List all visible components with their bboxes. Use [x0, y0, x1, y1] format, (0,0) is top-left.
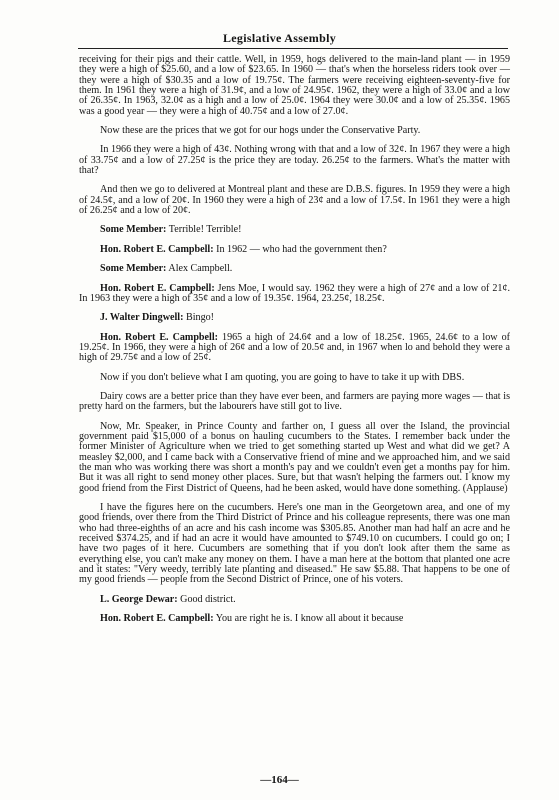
- paragraph: [79, 422, 510, 494]
- speaker-label: Hon. Robert E. Campbell:: [100, 613, 214, 625]
- paragraph: [79, 284, 510, 305]
- paragraph: [79, 503, 510, 586]
- speaker-label: Hon. Robert E. Campbell:: [100, 243, 214, 255]
- paragraph: [79, 614, 510, 624]
- speaker-label: Hon. Robert E. Campbell:: [100, 282, 215, 294]
- paragraph: [79, 225, 510, 235]
- body-text: [79, 55, 510, 633]
- paragraph-text: Now these are the prices that we got for our hogs under the Conservative Party.: [100, 125, 421, 137]
- paragraph-text: receiving for their pigs and their cattle. Well, in 1959, hogs delivered to the main-land plant — in 1959 they were a high of $25.60, and a low of $23.65. In 1960 — that's when the horseless riders took over — they were a high of $30.35 and a low of 19.75¢. The farmers were receiving eighteen-seventy-five for them. In 1961 they were a high of 31.9¢, and a low of 24.95¢. 1962, they were a high of 33.0¢ and a low of 26.35¢. In 1963, 32.0¢ as a high and a low of 25.0¢. 1964 they were 30.0¢ and a low of 25.35¢. 1965 was a good year — they were a high of 40.75¢ and a low of 27.0¢.: [79, 54, 510, 117]
- speaker-label: L. George Dewar:: [100, 593, 178, 605]
- header-rule: [78, 48, 508, 49]
- paragraph-text: Now if you don't believe what I am quoting, you are going to have to take it up with DBS.: [100, 371, 465, 383]
- paragraph-text: Alex Campbell.: [168, 263, 233, 275]
- paragraph: [79, 333, 510, 364]
- paragraph: [79, 264, 510, 274]
- speaker-label: Some Member:: [100, 263, 167, 275]
- paragraph-text: In 1962 — who had the government then?: [216, 243, 387, 255]
- paragraph: [79, 126, 510, 136]
- paragraph-text: Dairy cows are a better price than they have ever been, and farmers are paying more wages — that is pretty hard on the farmers, but the labourers have still got to live.: [79, 390, 510, 413]
- paragraph-text: You are right he is. I know all about it because: [215, 613, 404, 625]
- speaker-label: Some Member:: [100, 224, 167, 236]
- paragraph: [79, 313, 510, 323]
- paragraph: [79, 373, 510, 383]
- paragraph: [79, 145, 510, 176]
- running-header: Legislative Assembly: [223, 31, 336, 45]
- paragraph-text: In 1966 they were a high of 43¢. Nothing wrong with that and a low of 32¢. In 1967 they were a high of 33.75¢ and a low of 27.25¢ is the price they are today. 26.25¢ to the farmers. What's the matter with that?: [79, 144, 510, 177]
- paragraph: [79, 185, 510, 216]
- paragraph: [79, 245, 510, 255]
- speaker-label: J. Walter Dingwell:: [100, 312, 184, 324]
- paragraph-text: 1965 a high of 24.6¢ and a low of 18.25¢. 1965, 24.6¢ to a low of 19.25¢. In 1966, they were a high of 26¢ and a low of 20.5¢ and, in 1967 when lo and behold they were a high of 29.75¢ and a low of 25¢.: [79, 331, 510, 364]
- paragraph-text: And then we go to delivered at Montreal plant and these are D.B.S. figures. In 1959 they were a high of 24.5¢, and a low of 20¢. In 1960 they were a high of 23¢ and a low of 17.5¢. In 1961 they were a high of 26.25¢ and a low of 20¢.: [79, 184, 510, 217]
- speaker-label: Hon. Robert E. Campbell:: [100, 331, 218, 343]
- paragraph: [79, 55, 510, 117]
- page-number: —164—: [260, 774, 299, 786]
- paragraph-text: Terrible! Terrible!: [168, 224, 242, 236]
- paragraph-text: I have the figures here on the cucumbers. Here's one man in the Georgetown area, and one of my good friends, over there from the Third District of Prince and his colleague represents, there was one man who had three-eighths of an acre and his cash income was $305.85. Another man had half an acre and he received $374.25, and if had an acre it would have amounted to $749.10 on cucumbers. I could go on; I have two pages of it here. Cucumbers are something that if you don't look after them the same as everything else, you can't make any money on them. I have a man here at the bottom that planted one acre and it states: "Very weedy, terribly late planting and diseased." He saw $5.88. That happens to be one of my good friends — people from the Second District of Prince, one of his voters.: [79, 502, 510, 586]
- paragraph: [79, 595, 510, 605]
- paragraph-text: Now, Mr. Speaker, in Prince County and farther on, I guess all over the Island, the provincial government paid $15,000 of a bonus on hauling cucumbers to the States. I remember back under the former Minister of Agriculture when we tried to get something started up West and what did we get? A measley $2,000, and I came back with a Conservative friend of mine and we approached him, and we said the man who was working there was short a month's pay and we couldn't even get a months pay for him. But it was all right to send money other places. Sure, but that wasn't helping the farmers out. I know my good friend from the First District of Queens, had he been asked, would have done something. (Applause): [79, 420, 510, 494]
- paragraph: [79, 392, 510, 413]
- paragraph-text: Jens Moe, I would say. 1962 they were a high of 27¢ and a low of 21¢. In 1963 they were a high of 35¢ and a low of 19.35¢. 1964, 23.25¢, 18.25¢.: [79, 282, 511, 304]
- paragraph-text: Good district.: [180, 593, 236, 605]
- paragraph-text: Bingo!: [186, 312, 215, 324]
